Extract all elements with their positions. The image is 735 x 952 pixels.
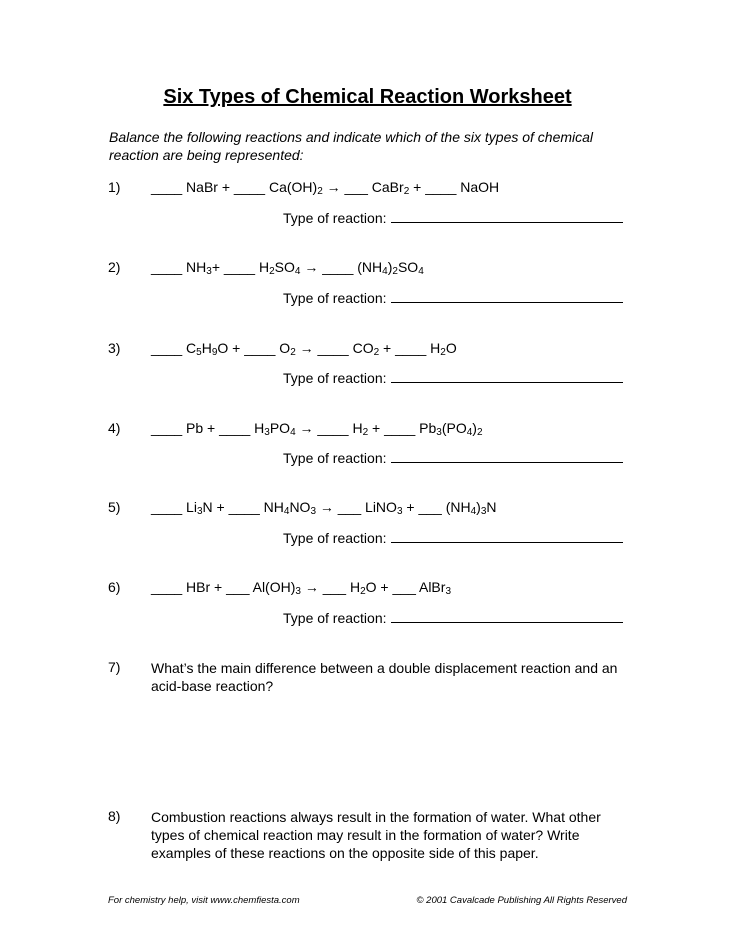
problem-3-equation: ____ $C_5H_9O$ + ____ $O_2$ → ____ $CO_2$ + ____ $H_2O$ — [151, 340, 457, 358]
arrow-icon: → — [304, 579, 319, 595]
answer-blank[interactable] — [391, 609, 623, 623]
arrow-icon: → — [299, 340, 314, 356]
problem-1-number: 1) — [108, 179, 121, 195]
problem-2-equation: ____ $NH_3+$ ____ $H_2SO_4$ → ____ $(NH_4)_2SO_4$ — [151, 259, 424, 277]
instructions: Balance the following reactions and indicate which of the six types of chemical reaction are being represented: — [109, 129, 594, 163]
question-7-text: What’s the main difference between a double displacement reaction and an acid-base reaction? — [151, 660, 618, 694]
problem-1-equation: ____ NaBr + ____ $Ca(OH)_2$ → ___ CaBr$_2$ + ____ NaOH — [151, 179, 500, 197]
type-label: Type of reaction: — [283, 530, 387, 546]
type-label: Type of reaction: — [283, 610, 387, 626]
question-8-number: 8) — [108, 808, 121, 824]
problem-5-number: 5) — [108, 499, 121, 515]
type-label: Type of reaction: — [283, 210, 387, 226]
problem-1-type-line — [283, 209, 623, 226]
answer-blank[interactable] — [391, 369, 623, 383]
question-7-number: 7) — [108, 659, 121, 675]
footer-left: For chemistry help, visit www.chemfiesta.com — [108, 895, 300, 906]
arrow-icon: → — [319, 499, 334, 515]
problem-6-equation: ____ HBr + ___ $Al(OH)_3$ → ___ $H_2O$ + ___ AlBr$_3$ — [151, 579, 451, 597]
problem-2-number: 2) — [108, 259, 121, 275]
problem-3-type-line — [283, 369, 623, 386]
answer-blank[interactable] — [391, 529, 623, 543]
question-8-text: Combustion reactions always result in the formation of water. What other types of chemical reaction may result in the formation of water? Write examples of these reactions on the opposite side of this paper. — [151, 809, 601, 861]
type-label: Type of reaction: — [283, 450, 387, 466]
problem-5-type-line — [283, 529, 623, 546]
answer-blank[interactable] — [391, 209, 623, 223]
footer-right: © 2001 Cavalcade Publishing All Rights Reserved — [416, 895, 627, 906]
problem-5-equation: ____ $Li_3N$ + ____ $NH_4NO_3$ → ___ LiNO$_3$ + ___ $(NH_4)_3N$ — [151, 499, 497, 517]
arrow-icon: → — [326, 179, 341, 195]
type-label: Type of reaction: — [283, 290, 387, 306]
type-label: Type of reaction: — [283, 370, 387, 386]
problem-4-equation: ____ Pb + ____ $H_3PO_4$ → ____ $H_2$ + ____ $Pb_3(PO_4)_2$ — [151, 420, 483, 438]
page-title: Six Types of Chemical Reaction Worksheet — [163, 86, 572, 108]
problem-2-type-line — [283, 289, 623, 306]
problem-4-number: 4) — [108, 420, 121, 436]
problem-4-type-line — [283, 449, 623, 466]
problem-6-type-line — [283, 609, 623, 626]
problem-3-number: 3) — [108, 340, 121, 356]
answer-blank[interactable] — [391, 289, 623, 303]
answer-blank[interactable] — [391, 449, 623, 463]
arrow-icon: → — [299, 420, 314, 436]
arrow-icon: → — [304, 259, 319, 275]
problem-6-number: 6) — [108, 579, 121, 595]
